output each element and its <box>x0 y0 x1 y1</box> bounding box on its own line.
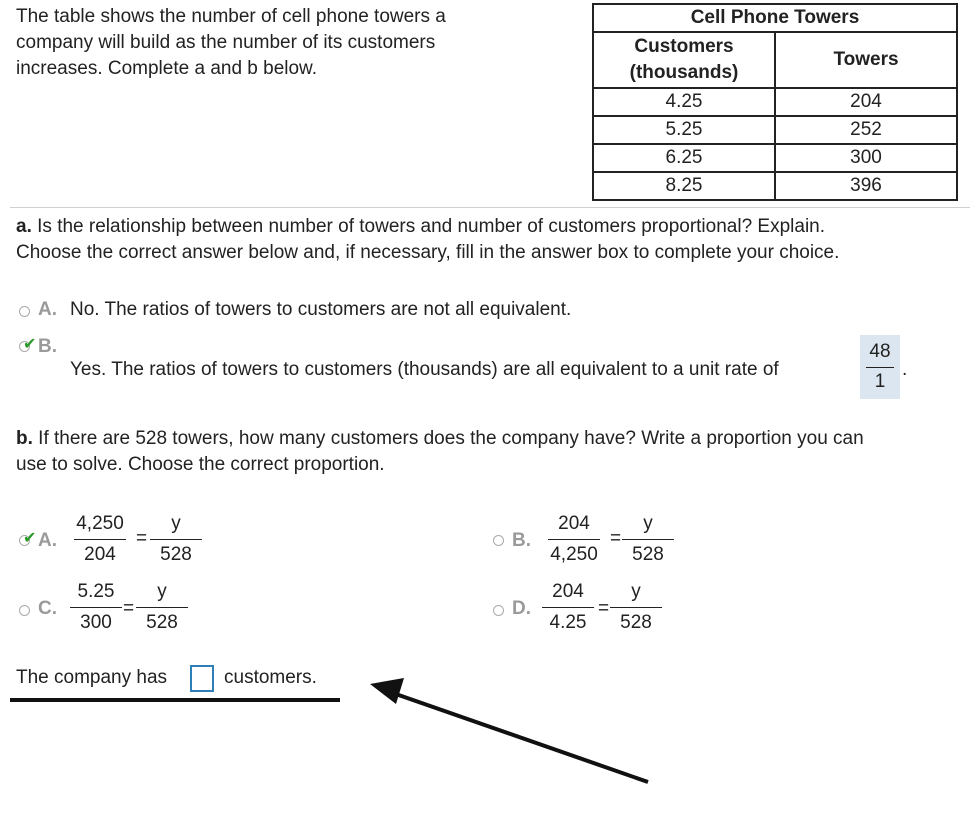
unit-rate-denominator: 1 <box>874 371 886 392</box>
fraction-denominator: 204 <box>84 544 116 565</box>
option-letter: B. <box>38 336 57 357</box>
table-row <box>593 172 957 200</box>
fraction-denominator: 300 <box>80 612 112 633</box>
fraction-denominator: 528 <box>620 612 652 633</box>
right-fraction <box>606 578 666 637</box>
fraction-bar <box>622 539 674 540</box>
part-a-option-a[interactable] <box>18 298 638 324</box>
checkmark-icon: ✔ <box>23 336 37 353</box>
option-letter: A. <box>38 530 57 551</box>
right-fraction <box>618 510 678 569</box>
fraction-numerator: y <box>171 513 181 534</box>
fraction-numerator: 4,250 <box>76 513 124 534</box>
part-a-option-b[interactable] <box>18 334 918 400</box>
fraction-numerator: y <box>157 581 167 602</box>
answer-suffix: customers. <box>224 667 317 688</box>
option-letter: D. <box>512 598 531 619</box>
column-header-customers <box>593 32 775 88</box>
fraction-denominator: 528 <box>160 544 192 565</box>
arrow-shaft <box>390 692 648 782</box>
fraction-denominator: 528 <box>146 612 178 633</box>
table-row <box>593 144 957 172</box>
fraction-bar <box>74 539 126 540</box>
column-header-customers-line-2: (thousands) <box>629 62 739 83</box>
column-header-customers-line-1: Customers <box>634 36 734 57</box>
radio-button[interactable] <box>19 605 30 616</box>
radio-button[interactable] <box>493 605 504 616</box>
part-b-line-1: If there are 528 towers, how many customers does the company have? Write a proportion you can <box>32 428 864 449</box>
right-fraction <box>132 578 192 637</box>
part-a-label: a. <box>16 216 32 237</box>
part-b-line-2: use to solve. Choose the correct proportion. <box>16 454 385 475</box>
towers-cell: 204 <box>775 88 957 116</box>
cell-phone-towers-table <box>592 3 958 201</box>
fraction-bar <box>548 539 600 540</box>
left-fraction <box>66 578 126 637</box>
radio-button[interactable] <box>493 535 504 546</box>
towers-cell: 300 <box>775 144 957 172</box>
fraction-denominator: 4,250 <box>550 544 598 565</box>
towers-cell: 396 <box>775 172 957 200</box>
part-b-question <box>16 426 966 478</box>
fraction-numerator: 5.25 <box>77 581 115 602</box>
arrow-annotation-icon <box>360 670 660 790</box>
fraction-bar <box>542 607 594 608</box>
section-divider <box>10 207 970 208</box>
sentence-period: . <box>902 359 908 380</box>
left-fraction <box>538 578 598 637</box>
equals-sign: = <box>123 598 135 619</box>
unit-rate-numerator: 48 <box>869 341 891 362</box>
part-b-option-b[interactable] <box>492 510 712 574</box>
answer-prefix: The company has <box>16 667 168 688</box>
fraction-denominator: 4.25 <box>549 612 587 633</box>
customers-answer-input[interactable] <box>190 665 214 692</box>
radio-button[interactable] <box>19 306 30 317</box>
part-a-line-2: Choose the correct answer below and, if necessary, fill in the answer box to complete your choice. <box>16 242 840 263</box>
fraction-bar <box>70 607 122 608</box>
table-row <box>593 116 957 144</box>
part-b-label: b. <box>16 428 33 449</box>
option-text: Yes. The ratios of towers to customers (thousands) are all equivalent to a unit rate of <box>70 359 779 380</box>
fraction-numerator: y <box>643 513 653 534</box>
fraction-bar <box>610 607 662 608</box>
equals-sign: = <box>610 528 622 549</box>
part-b-option-c[interactable] <box>18 578 238 642</box>
fraction-denominator: 528 <box>632 544 664 565</box>
part-b-option-d[interactable] <box>492 578 712 642</box>
arrow-head <box>370 678 404 704</box>
customers-cell: 8.25 <box>593 172 775 200</box>
intro-line-3: increases. Complete a and b below. <box>16 58 318 79</box>
option-letter: C. <box>38 598 57 619</box>
part-a-question <box>16 214 966 266</box>
fraction-numerator: 204 <box>558 513 590 534</box>
equals-sign: = <box>136 528 148 549</box>
table-title: Cell Phone Towers <box>593 4 957 32</box>
table-row <box>593 88 957 116</box>
unit-rate-answer[interactable] <box>860 335 900 399</box>
fraction-bar <box>150 539 202 540</box>
fraction-numerator: y <box>631 581 641 602</box>
option-letter: B. <box>512 530 531 551</box>
customers-cell: 6.25 <box>593 144 775 172</box>
equals-sign: = <box>598 598 610 619</box>
checkmark-icon: ✔ <box>23 530 37 547</box>
option-letter: A. <box>38 299 57 320</box>
column-header-towers: Towers <box>775 32 957 88</box>
left-fraction <box>544 510 604 569</box>
part-b-option-a[interactable] <box>18 510 238 574</box>
problem-intro <box>16 4 576 82</box>
answer-underline <box>10 698 340 702</box>
intro-line-1: The table shows the number of cell phone towers a <box>16 6 446 27</box>
intro-line-2: company will build as the number of its customers <box>16 32 436 53</box>
part-a-line-1: Is the relationship between number of towers and number of customers proportional? Explain. <box>31 216 826 237</box>
fraction-bar <box>136 607 188 608</box>
towers-cell: 252 <box>775 116 957 144</box>
customers-cell: 5.25 <box>593 116 775 144</box>
left-fraction <box>70 510 130 569</box>
fraction-numerator: 204 <box>552 581 584 602</box>
customers-cell: 4.25 <box>593 88 775 116</box>
right-fraction <box>146 510 206 569</box>
option-text: No. The ratios of towers to customers are not all equivalent. <box>70 299 572 320</box>
